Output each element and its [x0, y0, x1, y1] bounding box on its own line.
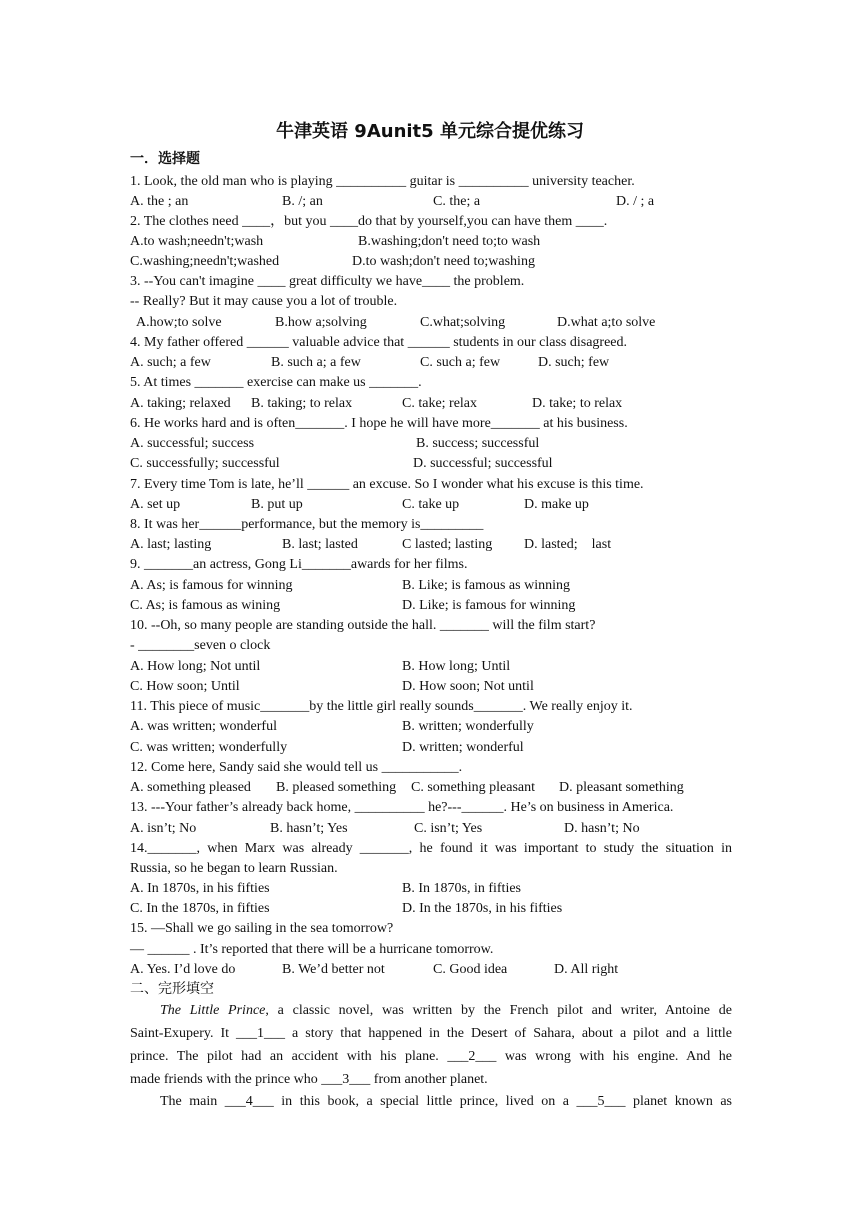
option-a: A. How long; Not until	[130, 659, 261, 674]
worksheet-title: 牛津英语 9Aunit5 单元综合提优练习	[276, 121, 584, 142]
option-a: A. was written; wonderful	[130, 719, 277, 734]
option-b: B. such a; a few	[271, 355, 361, 370]
option-c: C. take up	[402, 497, 460, 512]
option-c: C. was written; wonderfully	[130, 740, 288, 755]
question-15-response: — ______ . It’s reported that there will be a hurricane tomorrow.	[130, 942, 494, 957]
option-d: D. hasn’t; No	[564, 821, 640, 836]
option-c: C. take; relax	[402, 396, 478, 411]
option-d: D. Like; is famous for winning	[402, 598, 576, 613]
passage-line-1-text: , a classic novel, was written by the French pilot and writer, Antoine de	[265, 1003, 732, 1018]
option-c: C. As; is famous as wining	[130, 598, 281, 613]
passage-line-4: made friends with the prince who ___3___ from another planet.	[130, 1072, 488, 1087]
question-8: 8. It was her______performance, but the memory is_________	[130, 517, 484, 532]
question-12: 12. Come here, Sandy said she would tell us ___________.	[130, 760, 463, 775]
option-a: A. the ; an	[130, 194, 189, 209]
option-a: A. In 1870s, in his fifties	[130, 881, 270, 896]
option-c: C. isn’t; Yes	[414, 821, 483, 836]
question-3-response: -- Really? But it may cause you a lot of trouble.	[130, 294, 398, 309]
option-b: B. taking; to relax	[251, 396, 353, 411]
option-d: D. written; wonderful	[402, 740, 524, 755]
question-3: 3. --You can't imagine ____ great difficulty we have____ the problem.	[130, 274, 525, 289]
option-a: A. Yes. I’d love do	[130, 962, 236, 977]
book-title: The Little Prince	[160, 1003, 266, 1018]
option-c: C. the; a	[433, 194, 481, 209]
option-b: B. written; wonderfully	[402, 719, 534, 734]
passage-line-3: prince. The pilot had an accident with his plane. ___2___ was wrong with his engine. And he	[130, 1049, 732, 1064]
question-6: 6. He works hard and is often_______. I hope he will have more_______ at his business.	[130, 416, 628, 431]
option-b: B. success; successful	[416, 436, 540, 451]
option-c: C. Good idea	[433, 962, 508, 977]
option-a: A. such; a few	[130, 355, 211, 370]
passage-line-1	[160, 1002, 732, 1019]
option-d: D.what a;to solve	[557, 315, 656, 330]
option-d: D. successful; successful	[413, 456, 553, 471]
option-b: B. pleased something	[276, 780, 397, 795]
option-a: A. taking; relaxed	[130, 396, 231, 411]
question-7: 7. Every time Tom is late, he’ll ______ an excuse. So I wonder what his excuse is this time.	[130, 477, 644, 492]
option-d: D. In the 1870s, in his fifties	[402, 901, 563, 916]
option-d: D. All right	[554, 962, 619, 977]
question-9: 9. _______an actress, Gong Li_______awards for her films.	[130, 557, 468, 572]
passage-line-2: Saint-Exupery. It ___1___ a story that happened in the Desert of Sahara, about a pilot and a little	[130, 1026, 732, 1041]
question-14-continued: Russia, so he began to learn Russian.	[130, 861, 338, 876]
question-13: 13. ---Your father’s already back home, __________ he?---______. He’s on business in America.	[130, 800, 674, 815]
option-a: A. something pleased	[130, 780, 251, 795]
question-1: 1. Look, the old man who is playing __________ guitar is __________ university teacher.	[130, 174, 635, 189]
option-a: A. set up	[130, 497, 181, 512]
option-d: D. such; few	[538, 355, 610, 370]
question-10-response: - ________seven o clock	[130, 638, 271, 653]
option-c: C.what;solving	[420, 315, 506, 330]
option-a: A. isn’t; No	[130, 821, 197, 836]
option-b: B. put up	[251, 497, 303, 512]
section-heading-cloze: 二、完形填空	[130, 981, 214, 997]
option-d: D. pleasant something	[559, 780, 684, 795]
option-a: A. successful; success	[130, 436, 255, 451]
option-b: B. In 1870s, in fifties	[402, 881, 521, 896]
passage-line-5: The main ___4___ in this book, a special little prince, lived on a ___5___ planet known as	[160, 1094, 732, 1109]
question-5: 5. At times _______ exercise can make us _______.	[130, 375, 422, 390]
option-c: C. How soon; Until	[130, 679, 240, 694]
option-c: C. such a; few	[420, 355, 501, 370]
option-c: C. something pleasant	[411, 780, 536, 795]
option-b: B. /; an	[282, 194, 323, 209]
option-b: B.washing;don't need to;to wash	[358, 234, 541, 249]
question-2: 2. The clothes need ____，but you ____do that by yourself,you can have them ____.	[130, 214, 608, 229]
option-c: C. successfully; successful	[130, 456, 280, 471]
question-15: 15. —Shall we go sailing in the sea tomorrow?	[130, 921, 394, 936]
option-b: B.how a;solving	[275, 315, 367, 330]
option-b: B. Like; is famous as winning	[402, 578, 570, 593]
option-c: C. In the 1870s, in fifties	[130, 901, 270, 916]
question-10: 10. --Oh, so many people are standing outside the hall. _______ will the film start?	[130, 618, 596, 633]
option-a: A.to wash;needn't;wash	[130, 234, 264, 249]
option-a: A. last; lasting	[130, 537, 212, 552]
option-c: C lasted; lasting	[402, 537, 493, 552]
option-d: D. / ; a	[616, 194, 655, 209]
option-b: B. We’d better not	[282, 962, 385, 977]
section-heading-multiple-choice: 一．选择题	[130, 151, 200, 167]
option-a: A.how;to solve	[136, 315, 222, 330]
option-a: A. As; is famous for winning	[130, 578, 293, 593]
question-11: 11. This piece of music_______by the little girl really sounds_______. We really enjoy it.	[130, 699, 633, 714]
option-c: C.washing;needn't;washed	[130, 254, 280, 269]
option-d: D. take; to relax	[532, 396, 623, 411]
option-d: D. How soon; Not until	[402, 679, 534, 694]
option-b: B. hasn’t; Yes	[270, 821, 348, 836]
question-4: 4. My father offered ______ valuable advice that ______ students in our class disagreed.	[130, 335, 627, 350]
option-d: D. lasted; last	[524, 537, 612, 552]
option-b: B. How long; Until	[402, 659, 511, 674]
option-d: D.to wash;don't need to;washing	[352, 254, 535, 269]
option-b: B. last; lasted	[282, 537, 358, 552]
option-d: D. make up	[524, 497, 589, 512]
question-14: 14._______, when Marx was already _______, he found it was important to study the situation in	[130, 841, 732, 856]
